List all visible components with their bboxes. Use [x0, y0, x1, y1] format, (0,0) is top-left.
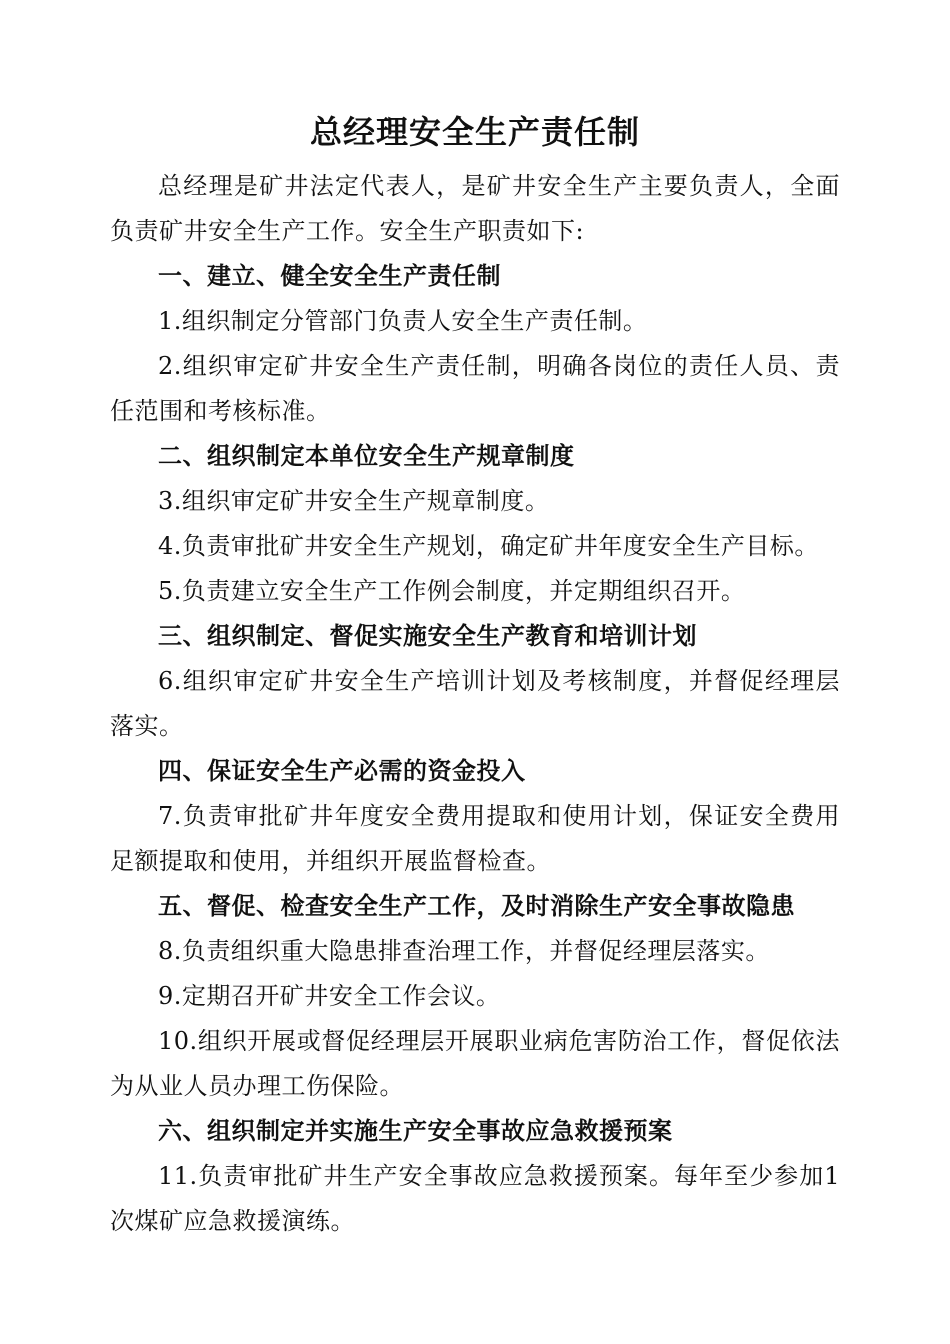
document-page [110, 100, 840, 1244]
list-item: 7.负责审批矿井年度安全费用提取和使用计划，保证安全费用足额提取和使用，并组织开展监督检查。 [110, 802, 840, 875]
section-heading-6: 六、组织制定并实施生产安全事故应急救援预案 [158, 1117, 673, 1145]
list-item: 2.组织审定矿井安全生产责任制，明确各岗位的责任人员、责任范围和考核标准。 [110, 352, 840, 425]
list-item: 1.组织制定分管部门负责人安全生产责任制。 [158, 307, 648, 335]
list-item: 8.负责组织重大隐患排查治理工作，并督促经理层落实。 [158, 937, 770, 965]
list-item: 6.组织审定矿井安全生产培训计划及考核制度，并督促经理层落实。 [110, 667, 840, 740]
list-item: 11.负责审批矿井生产安全事故应急救援预案。每年至少参加1次煤矿应急救援演练。 [110, 1162, 840, 1235]
list-item: 9.定期召开矿井安全工作会议。 [158, 982, 501, 1010]
section-heading-1: 一、建立、健全安全生产责任制 [158, 262, 501, 290]
list-item: 10.组织开展或督促经理层开展职业病危害防治工作，督促依法为从业人员办理工伤保险。 [110, 1027, 840, 1100]
section-heading-2: 二、组织制定本单位安全生产规章制度 [158, 442, 575, 470]
section-heading-3: 三、组织制定、督促实施安全生产教育和培训计划 [158, 622, 697, 650]
intro-paragraph: 总经理是矿井法定代表人，是矿井安全生产主要负责人，全面负责矿井安全生产工作。安全生产职责如下: [110, 172, 840, 245]
list-item: 3.组织审定矿井安全生产规章制度。 [158, 487, 550, 515]
section-heading-4: 四、保证安全生产必需的资金投入 [158, 757, 526, 785]
list-item: 4.负责审批矿井安全生产规划，确定矿井年度安全生产目标。 [158, 532, 819, 560]
list-item: 5.负责建立安全生产工作例会制度，并定期组织召开。 [158, 577, 746, 605]
section-heading-5: 五、督促、检查安全生产工作，及时消除生产安全事故隐患 [158, 892, 795, 920]
document-title: 总经理安全生产责任制 [309, 113, 640, 151]
